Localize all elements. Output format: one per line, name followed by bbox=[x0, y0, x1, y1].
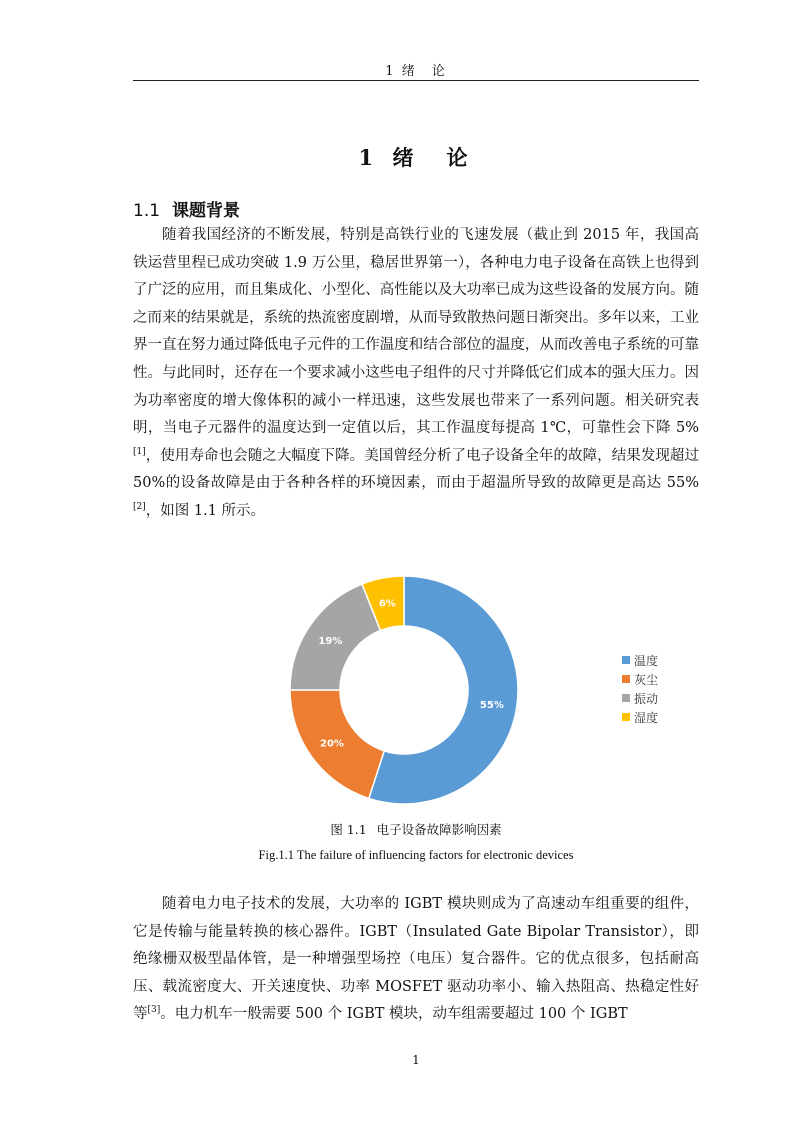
body-paragraph-2 bbox=[133, 891, 699, 1029]
legend-label: 灰尘 bbox=[634, 673, 659, 687]
figure-caption-en: Fig.1.1 The failure of influencing factors for electronic devices bbox=[258, 848, 574, 862]
header-rule bbox=[133, 80, 699, 81]
legend-label: 温度 bbox=[634, 654, 659, 668]
page-number: 1 bbox=[412, 1053, 420, 1067]
slice-value-label: 19% bbox=[318, 635, 343, 647]
slice-value-label: 6% bbox=[378, 598, 396, 610]
legend-swatch bbox=[622, 713, 630, 721]
legend-label: 湿度 bbox=[634, 711, 659, 725]
paragraph-text: ，使用寿命也会随之大幅度下降。美国曾经分析了电子设备全年的故障，结果发现超过 50%的设备故障是由于各种各样的环境因素，而由于超温所导致的故障更是高达 55% bbox=[133, 447, 699, 492]
paragraph-text: 随着电力电子技术的发展，大功率的 IGBT 模块则成为了高速动车组重要的组件，它是传输与能量转换的核心器件。IGBT（Insulated Gate Bipolar Transistor），即绝缘栅双极型晶体管，是一种增强型场控（电压）复合器件。它的优点很多，包括耐高压、载流密度大、开关速度快、功率 MOSFET 驱动功率小、输入热阻高、热稳定性好等 bbox=[133, 896, 699, 1023]
paragraph-text: 。电力机车一般需要 500 个 IGBT 模块，动车组需要超过 100 个 IGBT bbox=[160, 1006, 628, 1023]
figure-caption-text: 电子设备故障影响因素 bbox=[376, 822, 502, 837]
figure-number: 图 1.1 bbox=[330, 822, 367, 837]
legend-label: 振动 bbox=[634, 692, 659, 706]
body-paragraph-1 bbox=[133, 222, 699, 526]
legend-swatch bbox=[622, 694, 630, 702]
figure-caption-cn bbox=[133, 820, 699, 838]
legend-swatch bbox=[622, 675, 630, 683]
citation-ref[interactable]: [2] bbox=[133, 502, 146, 513]
citation-ref[interactable]: [3] bbox=[147, 1005, 161, 1016]
donut-chart bbox=[280, 570, 680, 810]
slice-value-label: 20% bbox=[320, 738, 344, 750]
slice-value-label: 55% bbox=[479, 699, 504, 711]
section-title: 课题背景 bbox=[172, 201, 241, 221]
legend-swatch bbox=[622, 656, 630, 664]
chapter-title: 1 绪 论 bbox=[358, 145, 474, 170]
citation-ref[interactable]: [1] bbox=[133, 446, 146, 457]
donut-chart-svg bbox=[280, 570, 680, 810]
paragraph-text: ，如图 1.1 所示。 bbox=[145, 502, 266, 519]
section-heading bbox=[133, 196, 240, 221]
paragraph-text: 随着我国经济的不断发展，特别是高铁行业的飞速发展（截止到 2015 年，我国高铁运营里程已成功突破 1.9 万公里，稳居世界第一），各种电力电子设备在高铁上也得到了广泛的应用，而且集成化、小型化、高性能以及大功率已成为这些设备的发展方向。随之而来的结果就是，系统的热流密度剧增，从而导致散热问题日渐突出。多年以来，工业界一直在努力通过降低电子元件的工作温度和结合部位的温度，从而改善电子系统的可靠性。与此同时，还存在一个要求减小这些电子组件的尺寸并降低它们成本的强大压力。因为功率密度的增大像体积的减小一样迅速，这些发展也带来了一系列问题。相关研究表明，当电子元器件的温度达到一定值以后，其工作温度每提高 1℃，可靠性会下降 5% bbox=[133, 227, 699, 437]
running-header: 1 绪 论 bbox=[385, 64, 447, 79]
section-number: 1.1 bbox=[133, 201, 161, 221]
